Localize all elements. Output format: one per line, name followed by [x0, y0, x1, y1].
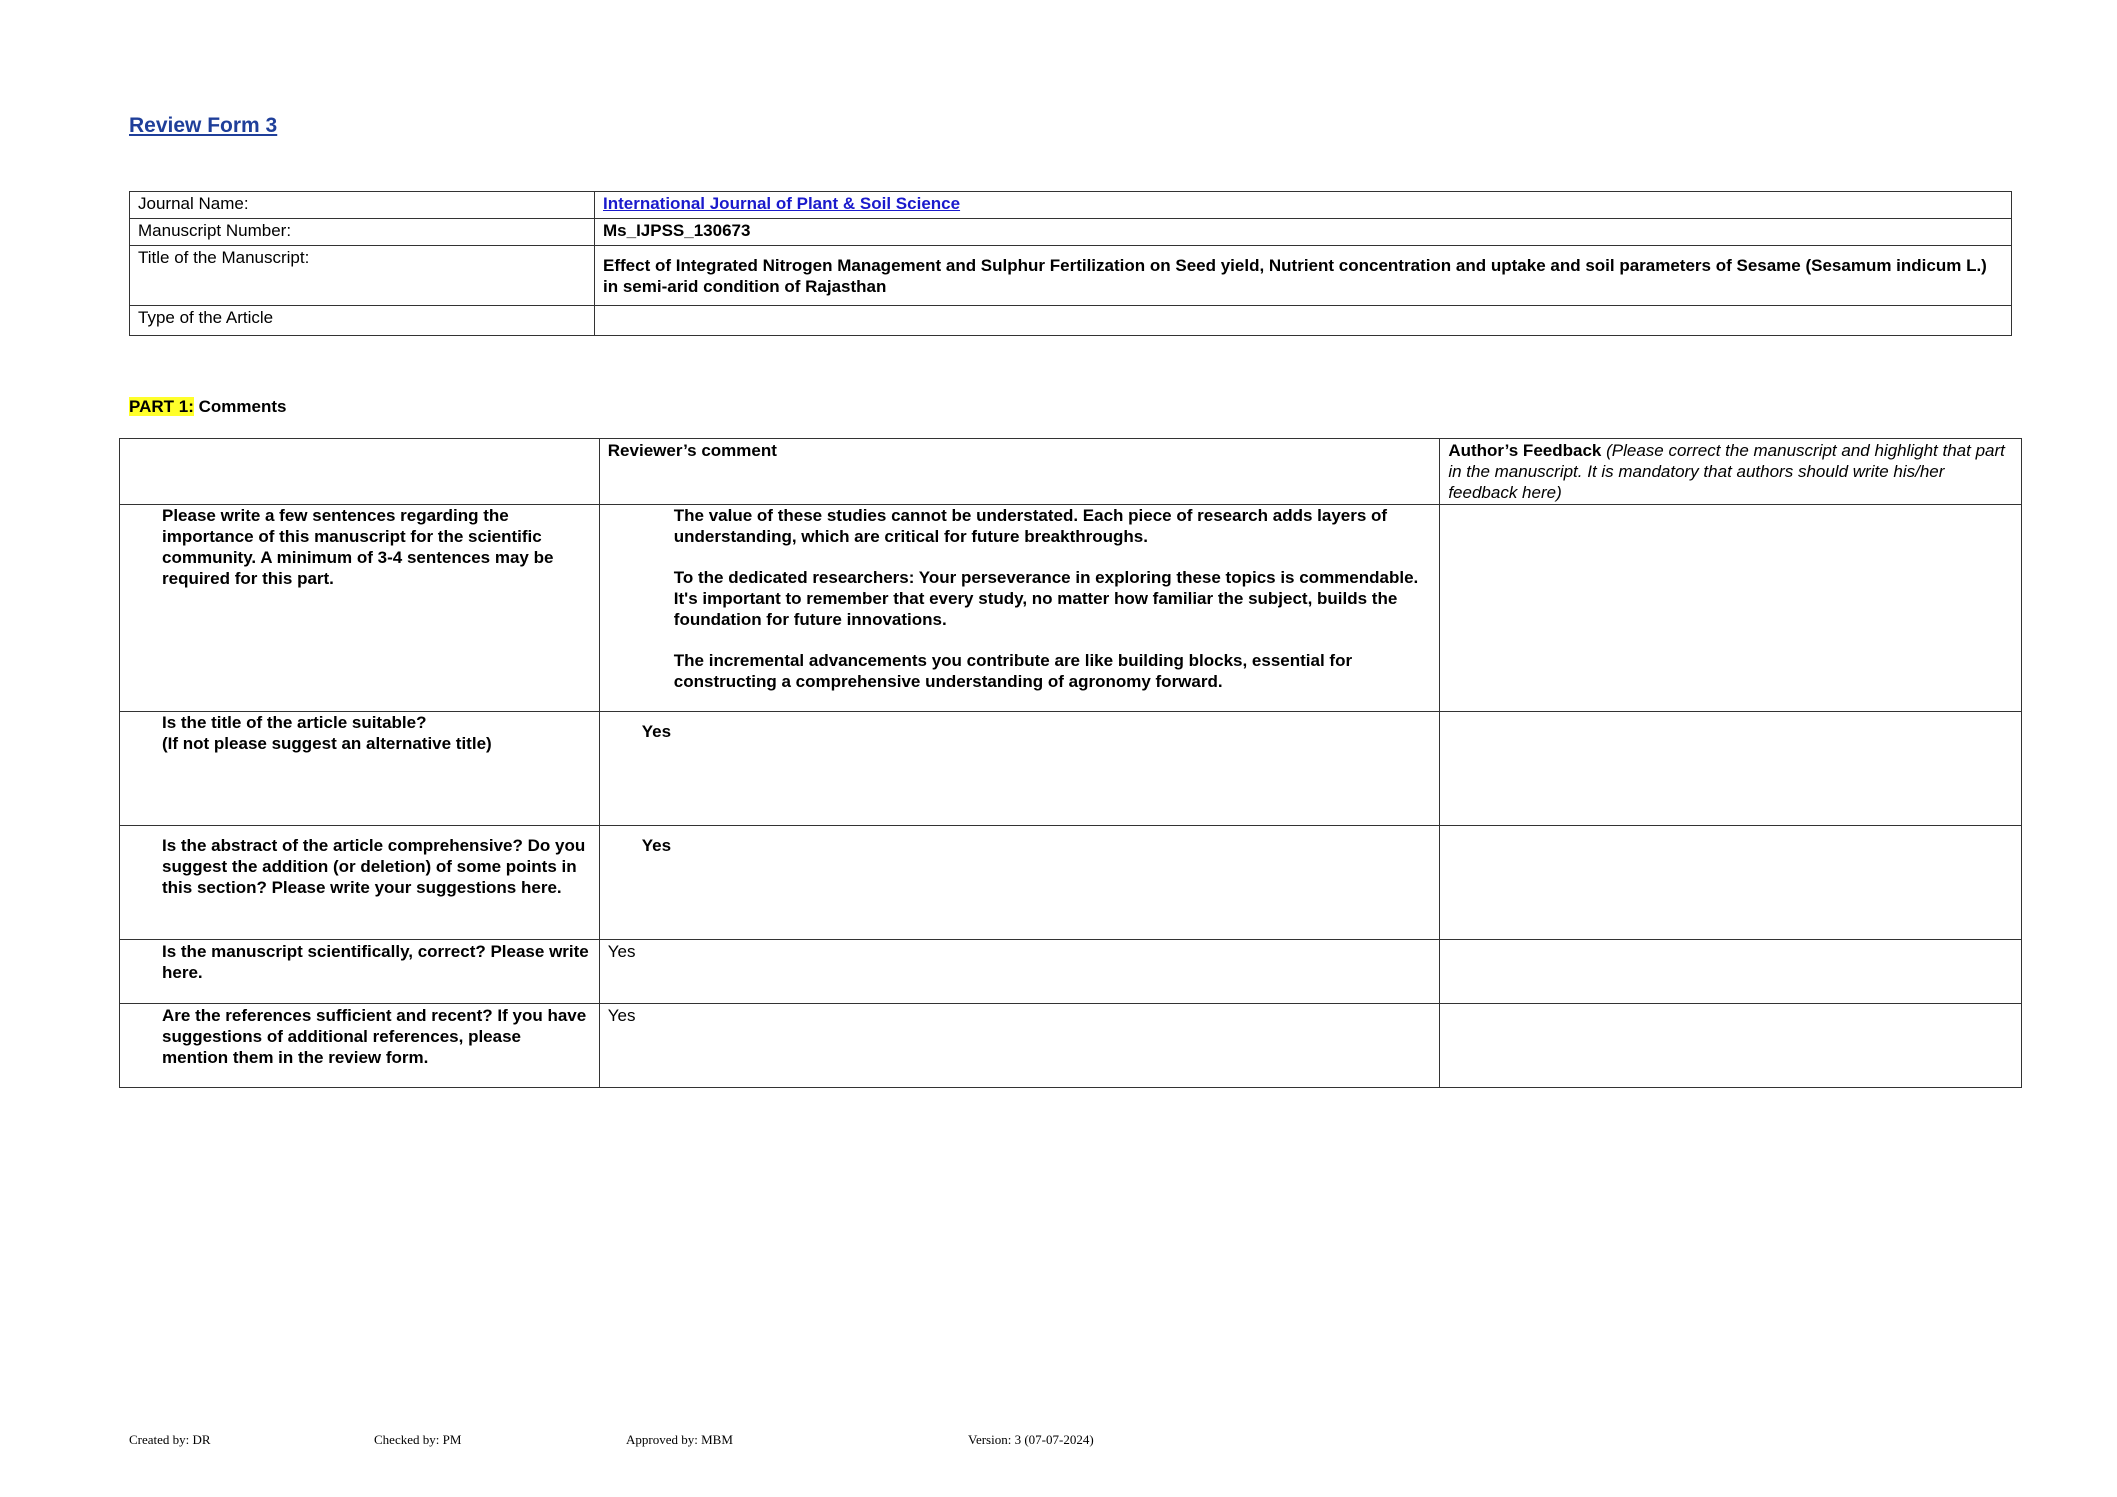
table-row — [120, 712, 2022, 826]
info-row-title — [130, 246, 2012, 306]
table-row — [120, 826, 2022, 940]
table-row — [120, 505, 2022, 712]
question-line: Is the title of the article suitable? — [162, 713, 427, 732]
footer-version: Version: 3 (07-07-2024) — [968, 1432, 1094, 1447]
manuscript-title-label: Title of the Manuscript: — [130, 246, 595, 306]
question-title-suitable — [120, 712, 600, 826]
comments-header-row — [120, 439, 2022, 505]
journal-name-value — [595, 192, 2012, 219]
footer-created-by: Created by: DR — [129, 1432, 211, 1447]
journal-name-link[interactable]: International Journal of Plant & Soil Science — [603, 194, 961, 213]
info-row-journal — [130, 192, 2012, 219]
manuscript-number-value: Ms_IJPSS_130673 — [595, 219, 2012, 246]
comment-paragraph: The value of these studies cannot be understated. Each piece of research adds layers of understanding, which are critical for future breakthroughs. — [673, 506, 1388, 546]
author-feedback-cell[interactable] — [1440, 826, 2022, 940]
part1-heading — [129, 397, 286, 417]
reviewer-comment-title[interactable]: Yes — [599, 712, 1440, 826]
manuscript-title-value: Effect of Integrated Nitrogen Management and Sulphur Fertilization on Seed yield, Nutrient concentration and uptake and soil parameters of Sesame (Sesamum indicum L.) in semi-arid condition of Rajasthan — [595, 246, 2012, 306]
comment-paragraph: To the dedicated researchers: Your perseverance in exploring these topics is commendable. It's important to remember that every study, no matter how familiar the subject, builds the foundation for future innovations. — [673, 568, 1419, 629]
author-feedback-header — [1440, 439, 2022, 505]
author-feedback-cell[interactable] — [1440, 505, 2022, 712]
question-scientific: Is the manuscript scientifically, correct? Please write here. — [120, 940, 600, 1004]
author-feedback-cell[interactable] — [1440, 712, 2022, 826]
footer-approved-by: Approved by: MBM — [626, 1432, 733, 1447]
part1-title: Comments — [198, 397, 287, 416]
reviewer-comment-abstract[interactable]: Yes — [599, 826, 1440, 940]
table-row — [120, 940, 2022, 1004]
comment-paragraph: The incremental advancements you contribute are like building blocks, essential for constructing a comprehensive understanding of agronomy forward. — [673, 651, 1353, 691]
question-importance: Please write a few sentences regarding the importance of this manuscript for the scientific community. A minimum of 3-4 sentences may be required for this part. — [120, 505, 600, 712]
header-question-cell — [120, 439, 600, 505]
part1-label: PART 1: — [129, 397, 194, 416]
article-type-value[interactable] — [595, 306, 2012, 336]
manuscript-number-label: Manuscript Number: — [130, 219, 595, 246]
question-line: (If not please suggest an alternative title) — [162, 734, 492, 753]
author-feedback-cell[interactable] — [1440, 1004, 2022, 1088]
reviewer-comment-references[interactable]: Yes — [599, 1004, 1440, 1088]
reviewer-comment-scientific[interactable]: Yes — [599, 940, 1440, 1004]
comments-table — [119, 438, 2022, 1088]
author-feedback-instruction: (Please correct the manuscript and highlight that part in the manuscript. It is mandatory that authors should write his/her feedback here) — [1448, 441, 2005, 502]
article-type-label: Type of the Article — [130, 306, 595, 336]
table-row — [120, 1004, 2022, 1088]
reviewer-comment-importance[interactable] — [599, 505, 1440, 712]
manuscript-info-table — [129, 191, 2012, 336]
question-abstract: Is the abstract of the article comprehensive? Do you suggest the addition (or deletion) of some points in this section? Please write your suggestions here. — [120, 826, 600, 940]
footer-checked-by: Checked by: PM — [374, 1432, 462, 1447]
info-row-manuscript-number — [130, 219, 2012, 246]
journal-name-label: Journal Name: — [130, 192, 595, 219]
reviewer-comment-header: Reviewer’s comment — [599, 439, 1440, 505]
form-title[interactable]: Review Form 3 — [129, 114, 278, 137]
info-row-article-type — [130, 306, 2012, 336]
author-feedback-title: Author’s Feedback — [1448, 441, 1602, 460]
question-references: Are the references sufficient and recent? If you have suggestions of additional references, please mention them in the review form. — [120, 1004, 600, 1088]
author-feedback-cell[interactable] — [1440, 940, 2022, 1004]
